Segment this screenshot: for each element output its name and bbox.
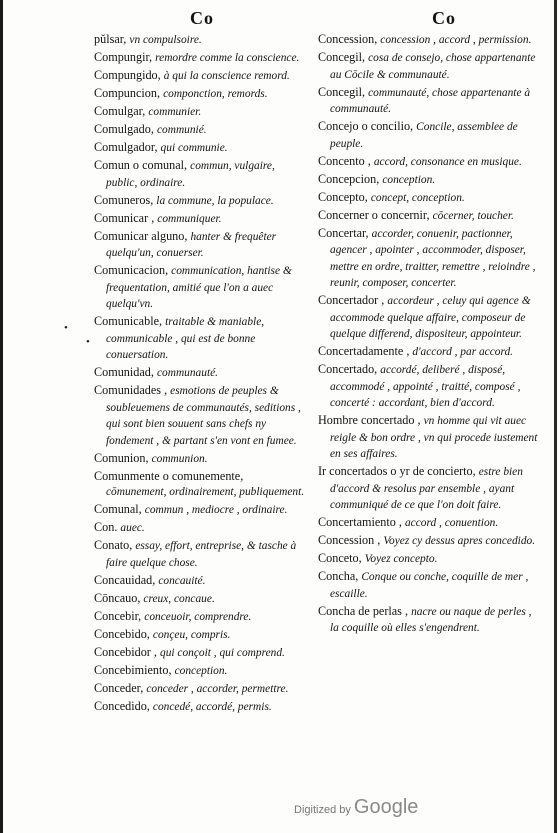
- entry-translation: qui communie.: [160, 142, 228, 154]
- entry-headword: Comun o comunal,: [94, 158, 188, 172]
- entry-headword: Concebido,: [94, 626, 150, 641]
- entry-translation: Concile, assemblee de peuple.: [330, 121, 518, 150]
- dictionary-entry: [94, 699, 306, 716]
- entry-headword: Comunicable,: [94, 314, 163, 328]
- dictionary-entry: [94, 32, 306, 49]
- entry-translation: conceuoir, comprendre.: [144, 610, 252, 623]
- entry-translation: Voyez cy dessus apres concedido.: [383, 535, 536, 547]
- entry-translation: concedé, accordé, permis.: [152, 700, 272, 713]
- entry-headword: Comunidad,: [94, 365, 154, 379]
- entry-translation: accorder, conuenir, pactionner, agencer , apointer , accommoder, disposer, mettre en ordre, traitter, remettre , reioindre , reunir, composer, concerter.: [330, 227, 536, 289]
- entry-headword: Compungir,: [94, 50, 153, 64]
- entry-headword: Concepcion,: [318, 171, 380, 186]
- entry-headword: Concegil,: [318, 84, 366, 99]
- entry-headword: Concha,: [318, 569, 359, 583]
- entry-translation: communauté.: [156, 367, 219, 379]
- dictionary-entry: [94, 229, 306, 262]
- dictionary-entry: [94, 383, 306, 449]
- right-column: [318, 32, 540, 638]
- dictionary-entry: [318, 515, 540, 532]
- entry-headword: Comunidades ,: [94, 383, 168, 397]
- entry-headword: Concertadamente ,: [318, 344, 410, 358]
- entry-translation: componction, remords.: [163, 88, 268, 100]
- margin-mark: •: [86, 336, 90, 348]
- dictionary-entry: [94, 68, 306, 85]
- entry-translation: essay, effort, entreprise, & tasche à faire quelque chose.: [106, 540, 297, 569]
- entry-headword: Conato,: [94, 538, 133, 552]
- dictionary-entry: [94, 211, 306, 228]
- dictionary-entry: [318, 85, 540, 118]
- entry-translation: d'accord , par accord.: [412, 346, 514, 358]
- google-logo: Google: [353, 796, 419, 818]
- entry-translation: conception.: [382, 173, 436, 186]
- dictionary-entry: [94, 158, 306, 191]
- entry-headword: Conceder,: [94, 680, 144, 695]
- entry-translation: creux, concaue.: [143, 592, 215, 605]
- dictionary-entry: [94, 663, 306, 680]
- running-head-left: Co: [190, 8, 214, 28]
- entry-headword: Concedido,: [94, 698, 150, 713]
- dictionary-entry: [94, 451, 306, 468]
- entry-translation: esmotions de peuples & soubleuemens de communautés, seditions , qui sont bien souuent sans chefs ny fondement , & partant s'en vont en fumee.: [106, 385, 301, 447]
- entry-headword: Concebir,: [94, 608, 142, 623]
- entry-translation: qui conçoit , qui comprend.: [160, 646, 285, 659]
- dictionary-entry: [94, 538, 306, 571]
- dictionary-entry: [318, 293, 540, 343]
- entry-headword: Concertamiento ,: [318, 515, 402, 529]
- entry-headword: Compuncion,: [94, 86, 161, 100]
- entry-translation: communier.: [148, 106, 202, 118]
- entry-headword: Hombre concertado ,: [318, 413, 421, 427]
- entry-translation: Voyez concepto.: [364, 553, 438, 565]
- entry-headword: Ir concertados o yr de concierto,: [318, 464, 476, 478]
- page-edge-left: [0, 0, 3, 833]
- dictionary-entry: [318, 154, 540, 171]
- digitized-prefix: Digitized by: [294, 804, 351, 816]
- entry-translation: commun , mediocre , ordinaire.: [144, 504, 288, 516]
- entry-translation: commun, vulgaire, public, ordinaire.: [106, 160, 275, 189]
- entry-translation: remordre comme la conscience.: [155, 52, 300, 64]
- left-column: [94, 32, 306, 717]
- entry-headword: Concertar,: [318, 225, 369, 240]
- entry-headword: Concertador ,: [318, 293, 385, 307]
- entry-headword: Comulgador,: [94, 140, 158, 154]
- entry-headword: Comunicar ,: [94, 210, 155, 225]
- dictionary-entry: [94, 193, 306, 210]
- dictionary-entry: [94, 314, 306, 364]
- entry-translation: auec.: [120, 522, 145, 534]
- dictionary-entry: [318, 533, 540, 550]
- entry-headword: Conceto,: [318, 551, 362, 565]
- dictionary-entry: [318, 464, 540, 514]
- entry-translation: conceder , accorder, permettre.: [146, 682, 289, 695]
- entry-headword: Concerner o concernir,: [318, 207, 430, 222]
- dictionary-entry: [318, 50, 540, 83]
- dictionary-entry: [94, 645, 306, 662]
- dictionary-entry: [318, 172, 540, 189]
- entry-translation: concept, conception.: [370, 191, 465, 204]
- dictionary-entry: [94, 520, 306, 537]
- page-edge-right: [554, 0, 557, 833]
- entry-headword: Comuneros,: [94, 192, 154, 207]
- dictionary-entry: [94, 573, 306, 590]
- entry-translation: accord, consonance en musique.: [373, 155, 522, 168]
- entry-translation: la commune, la populace.: [156, 194, 274, 207]
- entry-translation: conception.: [174, 664, 228, 677]
- entry-headword: Concejo o concilio,: [318, 119, 414, 133]
- entry-headword: Con.: [94, 520, 118, 534]
- entry-headword: Concession ,: [318, 533, 381, 547]
- entry-translation: Conque ou conche, coquille de mer , escaille.: [330, 571, 529, 600]
- dictionary-entry: [318, 190, 540, 207]
- entry-headword: Comulgado,: [94, 122, 154, 136]
- entry-translation: communié.: [156, 124, 207, 136]
- dictionary-entry: [94, 104, 306, 121]
- entry-translation: accord , conuention.: [404, 517, 499, 529]
- dictionary-entry: [94, 86, 306, 103]
- dictionary-entry: [318, 344, 540, 361]
- entry-translation: vn homme qui vit auec reigle & bon ordre , vn qui procede iustement en ses affaires.: [330, 415, 538, 460]
- dictionary-entry: [318, 604, 540, 637]
- entry-translation: traitable & maniable, communicable , qui est de bonne conuersation.: [106, 316, 265, 361]
- entry-translation: communion.: [151, 452, 208, 465]
- entry-translation: communiquer.: [157, 212, 222, 225]
- entry-translation: cōcerner, toucher.: [432, 209, 514, 222]
- entry-headword: Concertado,: [318, 362, 378, 376]
- entry-translation: à qui la conscience remord.: [163, 70, 290, 82]
- dictionary-entry: [318, 362, 540, 412]
- entry-translation: cōmunement, ordinairement, publiquement.: [106, 486, 305, 498]
- entry-translation: concession , accord , permission.: [380, 34, 532, 46]
- entry-translation: estre bien d'accord & resolus par ensemble , ayant communiqué de ce que l'on doit faire.: [330, 466, 523, 511]
- entry-translation: conçeu, compris.: [152, 628, 231, 641]
- dictionary-entry: [94, 609, 306, 626]
- dictionary-entry: [318, 226, 540, 292]
- entry-headword: Comulgar,: [94, 104, 146, 118]
- entry-translation: communauté, chose appartenante à communauté.: [330, 86, 531, 115]
- dictionary-entry: [318, 119, 540, 152]
- entry-headword: Comunicacion,: [94, 263, 169, 277]
- dictionary-entry: [318, 208, 540, 225]
- entry-translation: concauité.: [158, 574, 206, 587]
- entry-headword: Concha de perlas ,: [318, 603, 409, 618]
- entry-headword: Concebimiento,: [94, 662, 172, 677]
- entry-headword: Comunion,: [94, 450, 149, 465]
- dictionary-entry: [94, 365, 306, 382]
- entry-headword: Comunmente o comunemente,: [94, 468, 244, 483]
- entry-headword: Concebidor ,: [94, 644, 157, 659]
- digitized-credit: [294, 796, 418, 819]
- entry-headword: Concauidad,: [94, 572, 156, 587]
- dictionary-entry: [94, 627, 306, 644]
- dictionary-entry: [94, 502, 306, 519]
- entry-headword: Comunal,: [94, 502, 142, 516]
- entry-headword: Concegil,: [318, 50, 366, 64]
- entry-headword: Concento ,: [318, 153, 371, 168]
- dictionary-entry: [94, 469, 306, 501]
- dictionary-entry: [318, 32, 540, 49]
- entry-translation: hanter & frequêter quelqu'un, conuerser.: [106, 230, 277, 259]
- entry-headword: Concepto,: [318, 189, 368, 204]
- dictionary-entry: [94, 50, 306, 67]
- dictionary-entry: [94, 122, 306, 139]
- entry-headword: Comunicar alguno,: [94, 228, 188, 243]
- running-head-right: Co: [432, 8, 456, 28]
- dictionary-entry: [94, 681, 306, 698]
- dictionary-entry: [318, 551, 540, 568]
- entry-translation: accordeur , celuy qui agence & accommode quelque affaire, composeur de quelque differend, dispositeur, appointeur.: [330, 295, 531, 340]
- entry-translation: accordé, deliberé , disposé, accommodé , appointé , traitté, composé , concerté : accordant, bien d'accord.: [330, 364, 521, 409]
- entry-translation: nacre ou naque de perles , la coquille où elles s'engendrent.: [330, 605, 532, 634]
- entry-translation: cosa de consejo, chose appartenante au Cōcile & communauté.: [330, 52, 536, 81]
- dictionary-entry: [318, 413, 540, 463]
- dictionary-entry: [318, 569, 540, 602]
- dictionary-entry: [94, 140, 306, 157]
- entry-translation: communication, hantise & frequentation, amitié que l'on a auec quelqu'vn.: [106, 265, 292, 310]
- entry-headword: Compungido,: [94, 68, 161, 82]
- dictionary-entry: [94, 263, 306, 313]
- entry-headword: Cōncauo,: [94, 590, 141, 605]
- entry-headword: pŭlsar,: [94, 32, 127, 46]
- margin-mark: •: [64, 322, 68, 334]
- entry-translation: vn compulsoire.: [129, 34, 202, 46]
- dictionary-entry: [94, 591, 306, 608]
- entry-headword: Concession,: [318, 32, 378, 46]
